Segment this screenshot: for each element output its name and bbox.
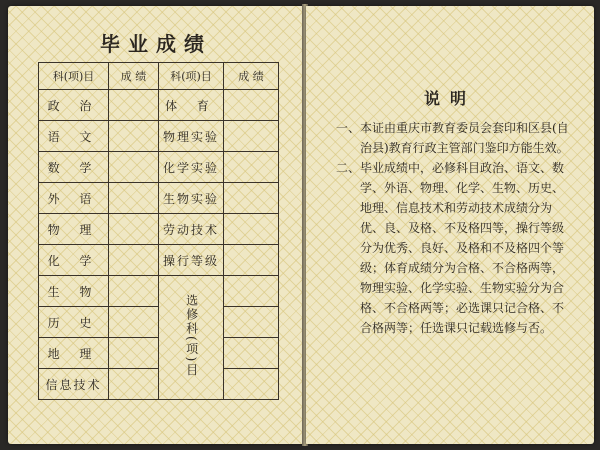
- elective-label: 选修科(项)目: [184, 294, 199, 378]
- grades-title: 毕业成绩: [100, 32, 212, 56]
- grade-cell: [224, 276, 279, 307]
- note-item: 一、本证由重庆市教育委员会套印和区县(自治县)教育行政主管部门鉴印方能生效。: [336, 121, 569, 155]
- grades-table: [38, 62, 279, 400]
- subject-label: 化 学: [39, 245, 109, 276]
- table-row: [39, 152, 279, 183]
- subject-label: 物理实验: [159, 121, 224, 152]
- grade-cell: [224, 121, 279, 152]
- table-row: [39, 245, 279, 276]
- grade-cell: [109, 338, 159, 369]
- table-header-row: [39, 63, 279, 90]
- subject-label: 化学实验: [159, 152, 224, 183]
- subject-label: 政 治: [39, 90, 109, 121]
- notes-list: [336, 118, 574, 338]
- subject-label: 历 史: [39, 307, 109, 338]
- grade-cell: [109, 90, 159, 121]
- subject-label: 操行等级: [159, 245, 224, 276]
- note-item: 二、毕业成绩中，必修科目政治、语文、数学、外语、物理、化学、生物、历史、地理、信息技术和劳动技术成绩分为优、良、及格、不及格四等，操行等级分为优秀、良好、及格和不及格四个等级；体育成绩分为合格、不合格两等，物理实验、化学实验、生物实验分为合格、不合格两等；必选课只记合格、不合格两等；任选课只记载选修与否。: [336, 161, 565, 335]
- subject-label: 语 文: [39, 121, 109, 152]
- subject-label: 信息技术: [39, 369, 109, 400]
- table-row: [39, 121, 279, 152]
- grade-cell: [224, 214, 279, 245]
- table-row: [39, 214, 279, 245]
- grade-cell: [109, 245, 159, 276]
- grade-cell: [224, 183, 279, 214]
- subject-label: 劳动技术: [159, 214, 224, 245]
- header-grade: 成 绩: [109, 63, 159, 90]
- grade-cell: [109, 214, 159, 245]
- subject-label: 外 语: [39, 183, 109, 214]
- subject-label: 地 理: [39, 338, 109, 369]
- grade-cell: [224, 245, 279, 276]
- notes-page: [306, 6, 594, 444]
- header-grade: 成 绩: [224, 63, 279, 90]
- grade-cell: [224, 307, 279, 338]
- subject-label: 生 物: [39, 276, 109, 307]
- header-subject: 科(项)目: [39, 63, 109, 90]
- grade-cell: [109, 121, 159, 152]
- notes-title: 说明: [423, 89, 476, 108]
- grade-cell: [109, 183, 159, 214]
- subject-label: 物 理: [39, 214, 109, 245]
- grades-page: [8, 6, 304, 444]
- subject-label: 体 育: [159, 90, 224, 121]
- grade-cell: [224, 152, 279, 183]
- subject-label: 数 学: [39, 152, 109, 183]
- table-row: [39, 90, 279, 121]
- table-row: [39, 276, 279, 307]
- grade-cell: [224, 90, 279, 121]
- table-row: [39, 183, 279, 214]
- grade-cell: [109, 276, 159, 307]
- grade-cell: [109, 369, 159, 400]
- grade-cell: [224, 369, 279, 400]
- subject-label: 生物实验: [159, 183, 224, 214]
- header-subject: 科(项)目: [159, 63, 224, 90]
- elective-cell: [159, 276, 224, 400]
- grade-cell: [109, 152, 159, 183]
- grade-cell: [224, 338, 279, 369]
- grade-cell: [109, 307, 159, 338]
